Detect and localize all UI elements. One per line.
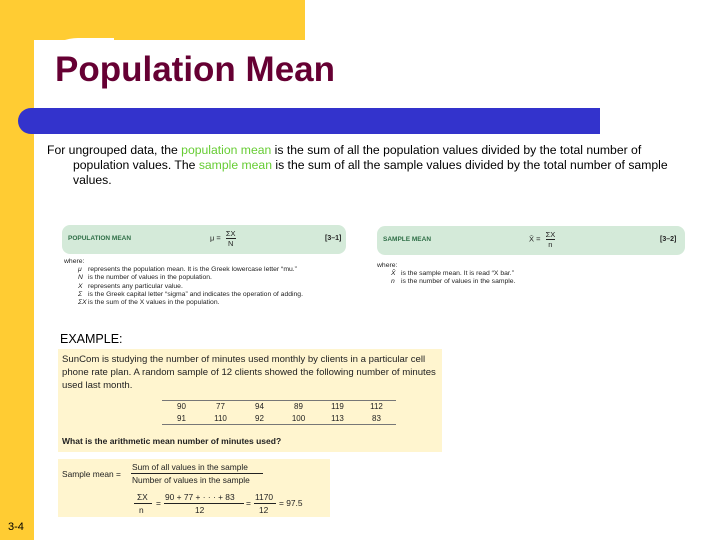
definition-row [64,266,346,274]
definition-text: is the number of values in the population. [88,274,212,282]
definition-row [64,283,346,291]
population-mean-formula-box [62,225,346,254]
definition-text: is the sample mean. It is read “X bar.” [401,270,514,278]
calc-equals: = [156,498,161,508]
sample-definitions [377,262,693,287]
formula-equation [529,230,555,249]
definition-text: represents any particular value. [88,282,183,290]
fraction-bar [254,503,276,504]
where-label: where: [64,258,85,265]
calc-numerator: Sum of all values in the sample [132,462,248,472]
definition-symbol: n [391,278,395,286]
table-cell: 119 [331,402,344,412]
definition-row [64,291,346,299]
example-label: EXAMPLE: [60,332,123,346]
calc-n-symbol: n [139,505,144,515]
definition-row [377,278,693,286]
intro-text-3: is the sum of all the sample values divided by the total number of sample values. [73,158,668,187]
definition-row [377,270,693,278]
fraction-bar [164,503,244,504]
formula-lhs: X̄ = [529,234,541,244]
table-cell: 94 [255,402,264,412]
calc-sum-symbol: ΣX [137,492,148,502]
formula-numerator: ΣX [225,229,236,238]
table-cell: 77 [216,402,225,412]
definition-text: represents the population mean. It is the Greek lowercase letter “mu.” [88,266,297,274]
term-sample-mean: sample mean [198,158,272,172]
frame-left-band [0,0,34,540]
calc-result: = 97.5 [279,498,303,508]
where-label: where: [377,262,398,269]
intro-text-1: For ungrouped data, the [47,143,182,157]
intro-paragraph [47,143,677,188]
calc-denominator: Number of values in the sample [132,475,250,485]
table-cell: 89 [294,402,303,412]
population-definitions [64,258,346,307]
sample-mean-formula-box [377,226,685,255]
sample-mean-calculation [58,459,330,517]
table-cell: 92 [255,413,264,423]
definition-text: is the number of values in the sample. [401,278,516,286]
calc-count: 12 [195,505,205,515]
definition-symbol: ΣX [78,299,87,307]
formula-denominator: n [548,240,553,249]
calc-count: 12 [259,505,269,515]
definition-symbol: Σ [78,290,83,298]
intro-text-2: is the sum of all the population values divided by the total number of population values. The [73,143,642,172]
table-row [162,413,396,425]
formula-lhs: μ = [210,233,221,243]
example-question: What is the arithmetic mean number of minutes used? [62,436,282,446]
definition-symbol: X [78,282,83,290]
formula-numerator: ΣX [545,230,556,239]
table-row [162,401,396,413]
slide-title: Population Mean [55,50,335,89]
definition-row [64,299,346,307]
minutes-table [162,400,396,425]
definition-text: is the sum of the X values in the population. [88,299,220,307]
frame-top-band [0,0,305,40]
table-cell: 113 [331,413,344,423]
calc-sum: 90 + 77 + · · · + 83 [165,492,235,502]
table-cell: 100 [291,413,306,423]
formula-number: [3–2] [660,236,677,243]
definition-row [64,274,346,282]
table-cell: 110 [214,413,227,423]
term-population-mean: population mean [181,143,272,157]
table-cell: 90 [177,402,186,412]
calc-lhs: Sample mean = [62,469,121,479]
formula-number: [3–1] [325,235,342,242]
formula-equation [210,229,236,248]
page-number: 3-4 [8,521,24,533]
formula-fraction [546,230,556,249]
title-underline-bar [18,108,600,134]
example-text: SunCom is studying the number of minutes used monthly by clients in a particular cell phone rate plan. A random sample of 12 clients showed the following number of minutes used last month. [62,354,436,391]
calc-equals: = [246,498,251,508]
fraction-bar [134,503,152,504]
example-panel [58,349,442,452]
definition-symbol: N [78,274,83,282]
table-cell: 91 [177,413,186,423]
formula-fraction [226,229,236,248]
table-cell: 112 [370,402,383,412]
fraction-bar [131,473,263,474]
calc-total: 1170 [255,492,274,502]
definition-symbol: μ [78,266,82,274]
table-cell: 83 [372,413,381,423]
formula-label: SAMPLE MEAN [383,236,432,243]
formula-label: POPULATION MEAN [68,235,132,242]
formula-denominator: N [228,239,234,248]
definition-text: is the Greek capital letter “sigma” and indicates the operation of adding. [88,290,303,298]
definition-symbol: X̄ [391,270,396,278]
